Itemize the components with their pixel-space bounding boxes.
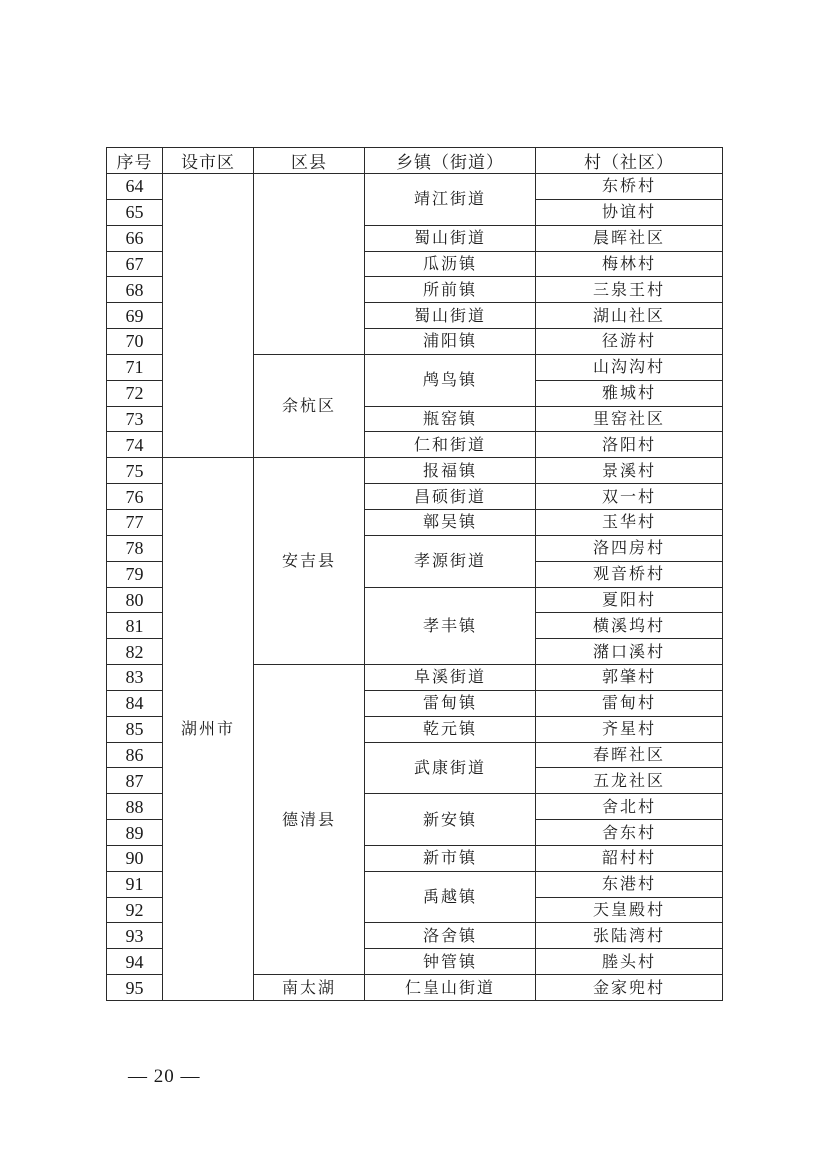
village-cell: 景溪村 (536, 458, 723, 484)
serial-no-cell: 73 (107, 406, 163, 432)
village-cell: 郭肇村 (536, 665, 723, 691)
village-cell: 径游村 (536, 329, 723, 355)
village-cell: 雷甸村 (536, 690, 723, 716)
county-cell: 安吉县 (254, 458, 365, 665)
town-cell: 禹越镇 (365, 871, 536, 923)
town-cell: 孝源街道 (365, 535, 536, 587)
serial-no-cell: 64 (107, 174, 163, 200)
village-cell: 湖山社区 (536, 303, 723, 329)
serial-no-cell: 92 (107, 897, 163, 923)
serial-no-cell: 77 (107, 509, 163, 535)
header-city: 设市区 (163, 148, 254, 174)
village-cell: 梅林村 (536, 251, 723, 277)
serial-no-cell: 93 (107, 923, 163, 949)
town-cell: 报福镇 (365, 458, 536, 484)
table-row (107, 174, 723, 200)
village-cell: 张陆湾村 (536, 923, 723, 949)
town-cell: 浦阳镇 (365, 329, 536, 355)
town-cell: 昌硕街道 (365, 484, 536, 510)
serial-no-cell: 83 (107, 665, 163, 691)
serial-no-cell: 84 (107, 690, 163, 716)
serial-no-cell: 95 (107, 975, 163, 1001)
serial-no-cell: 75 (107, 458, 163, 484)
serial-no-cell: 67 (107, 251, 163, 277)
serial-no-cell: 65 (107, 199, 163, 225)
city-cell (163, 174, 254, 458)
village-cell: 潴口溪村 (536, 639, 723, 665)
village-cell: 洛四房村 (536, 535, 723, 561)
serial-no-cell: 80 (107, 587, 163, 613)
serial-no-cell: 72 (107, 380, 163, 406)
village-cell: 协谊村 (536, 199, 723, 225)
serial-no-cell: 86 (107, 742, 163, 768)
serial-no-cell: 87 (107, 768, 163, 794)
villages-table (106, 147, 723, 1001)
town-cell: 仁和街道 (365, 432, 536, 458)
village-cell: 东桥村 (536, 174, 723, 200)
village-cell: 雅城村 (536, 380, 723, 406)
town-cell: 蜀山街道 (365, 225, 536, 251)
town-cell: 武康街道 (365, 742, 536, 794)
serial-no-cell: 79 (107, 561, 163, 587)
village-cell: 山沟沟村 (536, 354, 723, 380)
town-cell: 雷甸镇 (365, 690, 536, 716)
village-cell: 舍东村 (536, 820, 723, 846)
village-cell: 天皇殿村 (536, 897, 723, 923)
header-serial-no: 序号 (107, 148, 163, 174)
town-cell: 鸬鸟镇 (365, 354, 536, 406)
serial-no-cell: 74 (107, 432, 163, 458)
county-cell (254, 174, 365, 355)
village-cell: 五龙社区 (536, 768, 723, 794)
town-cell: 瓶窑镇 (365, 406, 536, 432)
serial-no-cell: 88 (107, 794, 163, 820)
village-cell: 舍北村 (536, 794, 723, 820)
serial-no-cell: 71 (107, 354, 163, 380)
town-cell: 钟管镇 (365, 949, 536, 975)
serial-no-cell: 82 (107, 639, 163, 665)
serial-no-cell: 91 (107, 871, 163, 897)
county-cell: 余杭区 (254, 354, 365, 457)
village-cell: 三泉王村 (536, 277, 723, 303)
county-cell: 南太湖 (254, 975, 365, 1001)
serial-no-cell: 68 (107, 277, 163, 303)
serial-no-cell: 81 (107, 613, 163, 639)
village-cell: 春晖社区 (536, 742, 723, 768)
town-cell: 所前镇 (365, 277, 536, 303)
village-cell: 双一村 (536, 484, 723, 510)
village-cell: 里窑社区 (536, 406, 723, 432)
village-cell: 横溪坞村 (536, 613, 723, 639)
village-cell: 夏阳村 (536, 587, 723, 613)
serial-no-cell: 94 (107, 949, 163, 975)
village-cell: 玉华村 (536, 509, 723, 535)
serial-no-cell: 69 (107, 303, 163, 329)
header-village: 村（社区） (536, 148, 723, 174)
village-cell: 韶村村 (536, 845, 723, 871)
county-cell: 德清县 (254, 665, 365, 975)
village-cell: 东港村 (536, 871, 723, 897)
town-cell: 蜀山街道 (365, 303, 536, 329)
serial-no-cell: 85 (107, 716, 163, 742)
header-town: 乡镇（街道） (365, 148, 536, 174)
table-header-row (107, 148, 723, 174)
serial-no-cell: 90 (107, 845, 163, 871)
town-cell: 孝丰镇 (365, 587, 536, 665)
serial-no-cell: 70 (107, 329, 163, 355)
village-cell: 洛阳村 (536, 432, 723, 458)
header-county: 区县 (254, 148, 365, 174)
serial-no-cell: 66 (107, 225, 163, 251)
town-cell: 瓜沥镇 (365, 251, 536, 277)
serial-no-cell: 78 (107, 535, 163, 561)
village-cell: 齐星村 (536, 716, 723, 742)
serial-no-cell: 89 (107, 820, 163, 846)
page-number: — 20 — (128, 1066, 201, 1087)
town-cell: 乾元镇 (365, 716, 536, 742)
serial-no-cell: 76 (107, 484, 163, 510)
town-cell: 靖江街道 (365, 174, 536, 226)
village-cell: 金家兜村 (536, 975, 723, 1001)
village-cell: 晨晖社区 (536, 225, 723, 251)
town-cell: 洛舍镇 (365, 923, 536, 949)
village-cell: 观音桥村 (536, 561, 723, 587)
table-row (107, 458, 723, 484)
town-cell: 新市镇 (365, 845, 536, 871)
village-cell: 塍头村 (536, 949, 723, 975)
town-cell: 阜溪街道 (365, 665, 536, 691)
town-cell: 仁皇山街道 (365, 975, 536, 1001)
city-cell: 湖州市 (163, 458, 254, 1001)
table-body (107, 174, 723, 1001)
town-cell: 鄣吴镇 (365, 509, 536, 535)
town-cell: 新安镇 (365, 794, 536, 846)
